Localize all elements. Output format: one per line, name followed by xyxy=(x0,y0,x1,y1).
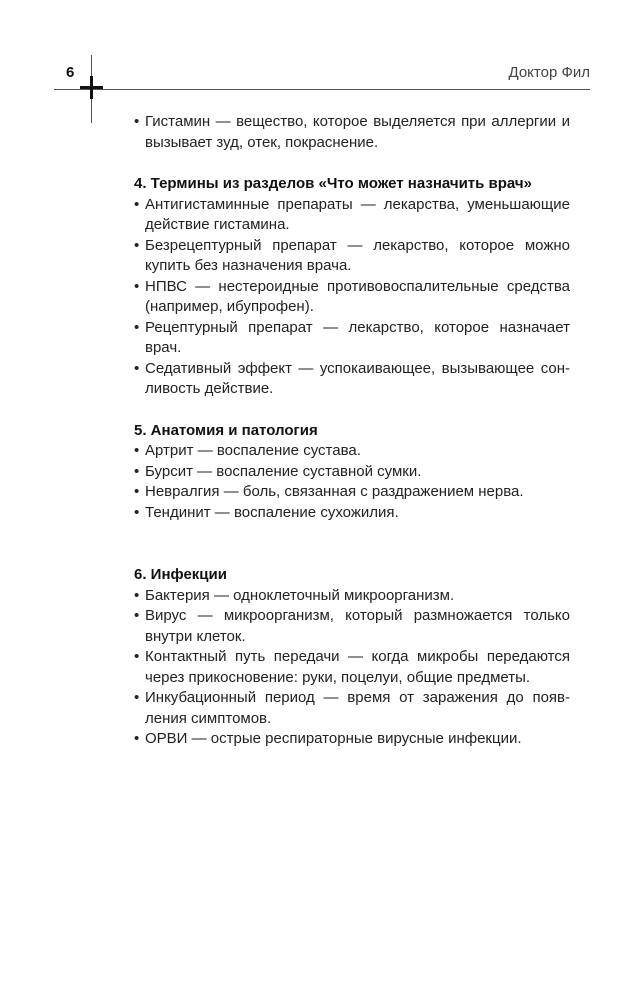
list-item: • Артрит — воспаление сустава. xyxy=(134,441,570,462)
section-heading: 5. Анатомия и патология xyxy=(134,421,318,439)
list-item: • Антигистаминные препараты — лекарства, уменьшающие действие гистамина. xyxy=(134,195,570,236)
list-item: • Бактерия — одноклеточный микроорганизм. xyxy=(134,586,570,607)
list-item: • Контактный путь передачи — когда микробы передаются через прикосновение: руки, поцелуи, общие предметы. xyxy=(134,647,570,688)
term-list xyxy=(134,441,570,523)
section-heading: 4. Термины из разделов «Что может назначить врач» xyxy=(134,175,532,192)
list-item: • Гистамин — вещество, которое выделяется при аллергии и вызывает зуд, отек, покраснение. xyxy=(134,112,570,153)
crop-mark-cross xyxy=(80,76,103,99)
list-item: • Инкубационный период — время от заражения до появления симптомов. xyxy=(134,688,570,729)
section-infections xyxy=(134,565,570,750)
list-item: • НПВС — нестероидные противовоспалительные средства (например, ибупрофен). xyxy=(134,277,570,318)
intro-list xyxy=(134,112,570,153)
list-item: • ОРВИ — острые респираторные вирусные инфекции. xyxy=(134,729,570,750)
list-item: • Рецептурный препарат — лекарство, которое назначает врач. xyxy=(134,318,570,359)
header-rule xyxy=(54,89,590,90)
page-number: 6 xyxy=(66,64,75,81)
page-body xyxy=(134,112,570,750)
running-title: Доктор Фил xyxy=(508,64,590,81)
list-item: • Бурсит — воспаление суставной сумки. xyxy=(134,462,570,483)
section-heading: 6. Инфекции xyxy=(134,566,227,583)
list-item: • Седативный эффект — успокаивающее, вызывающее сонливость действие. xyxy=(134,359,570,400)
list-item: • Тендинит — воспаление сухожилия. xyxy=(134,503,570,524)
list-item: • Невралгия — боль, связанная с раздражением нерва. xyxy=(134,482,570,503)
term-list xyxy=(134,195,570,400)
section-anatomy xyxy=(134,421,570,524)
section-drug-terms xyxy=(134,174,570,400)
term-list xyxy=(134,586,570,750)
list-item: • Вирус — микроорганизм, который размножается только внутри клеток. xyxy=(134,606,570,647)
list-item: • Безрецептурный препарат — лекарство, которое можно купить без назначения врача. xyxy=(134,236,570,277)
